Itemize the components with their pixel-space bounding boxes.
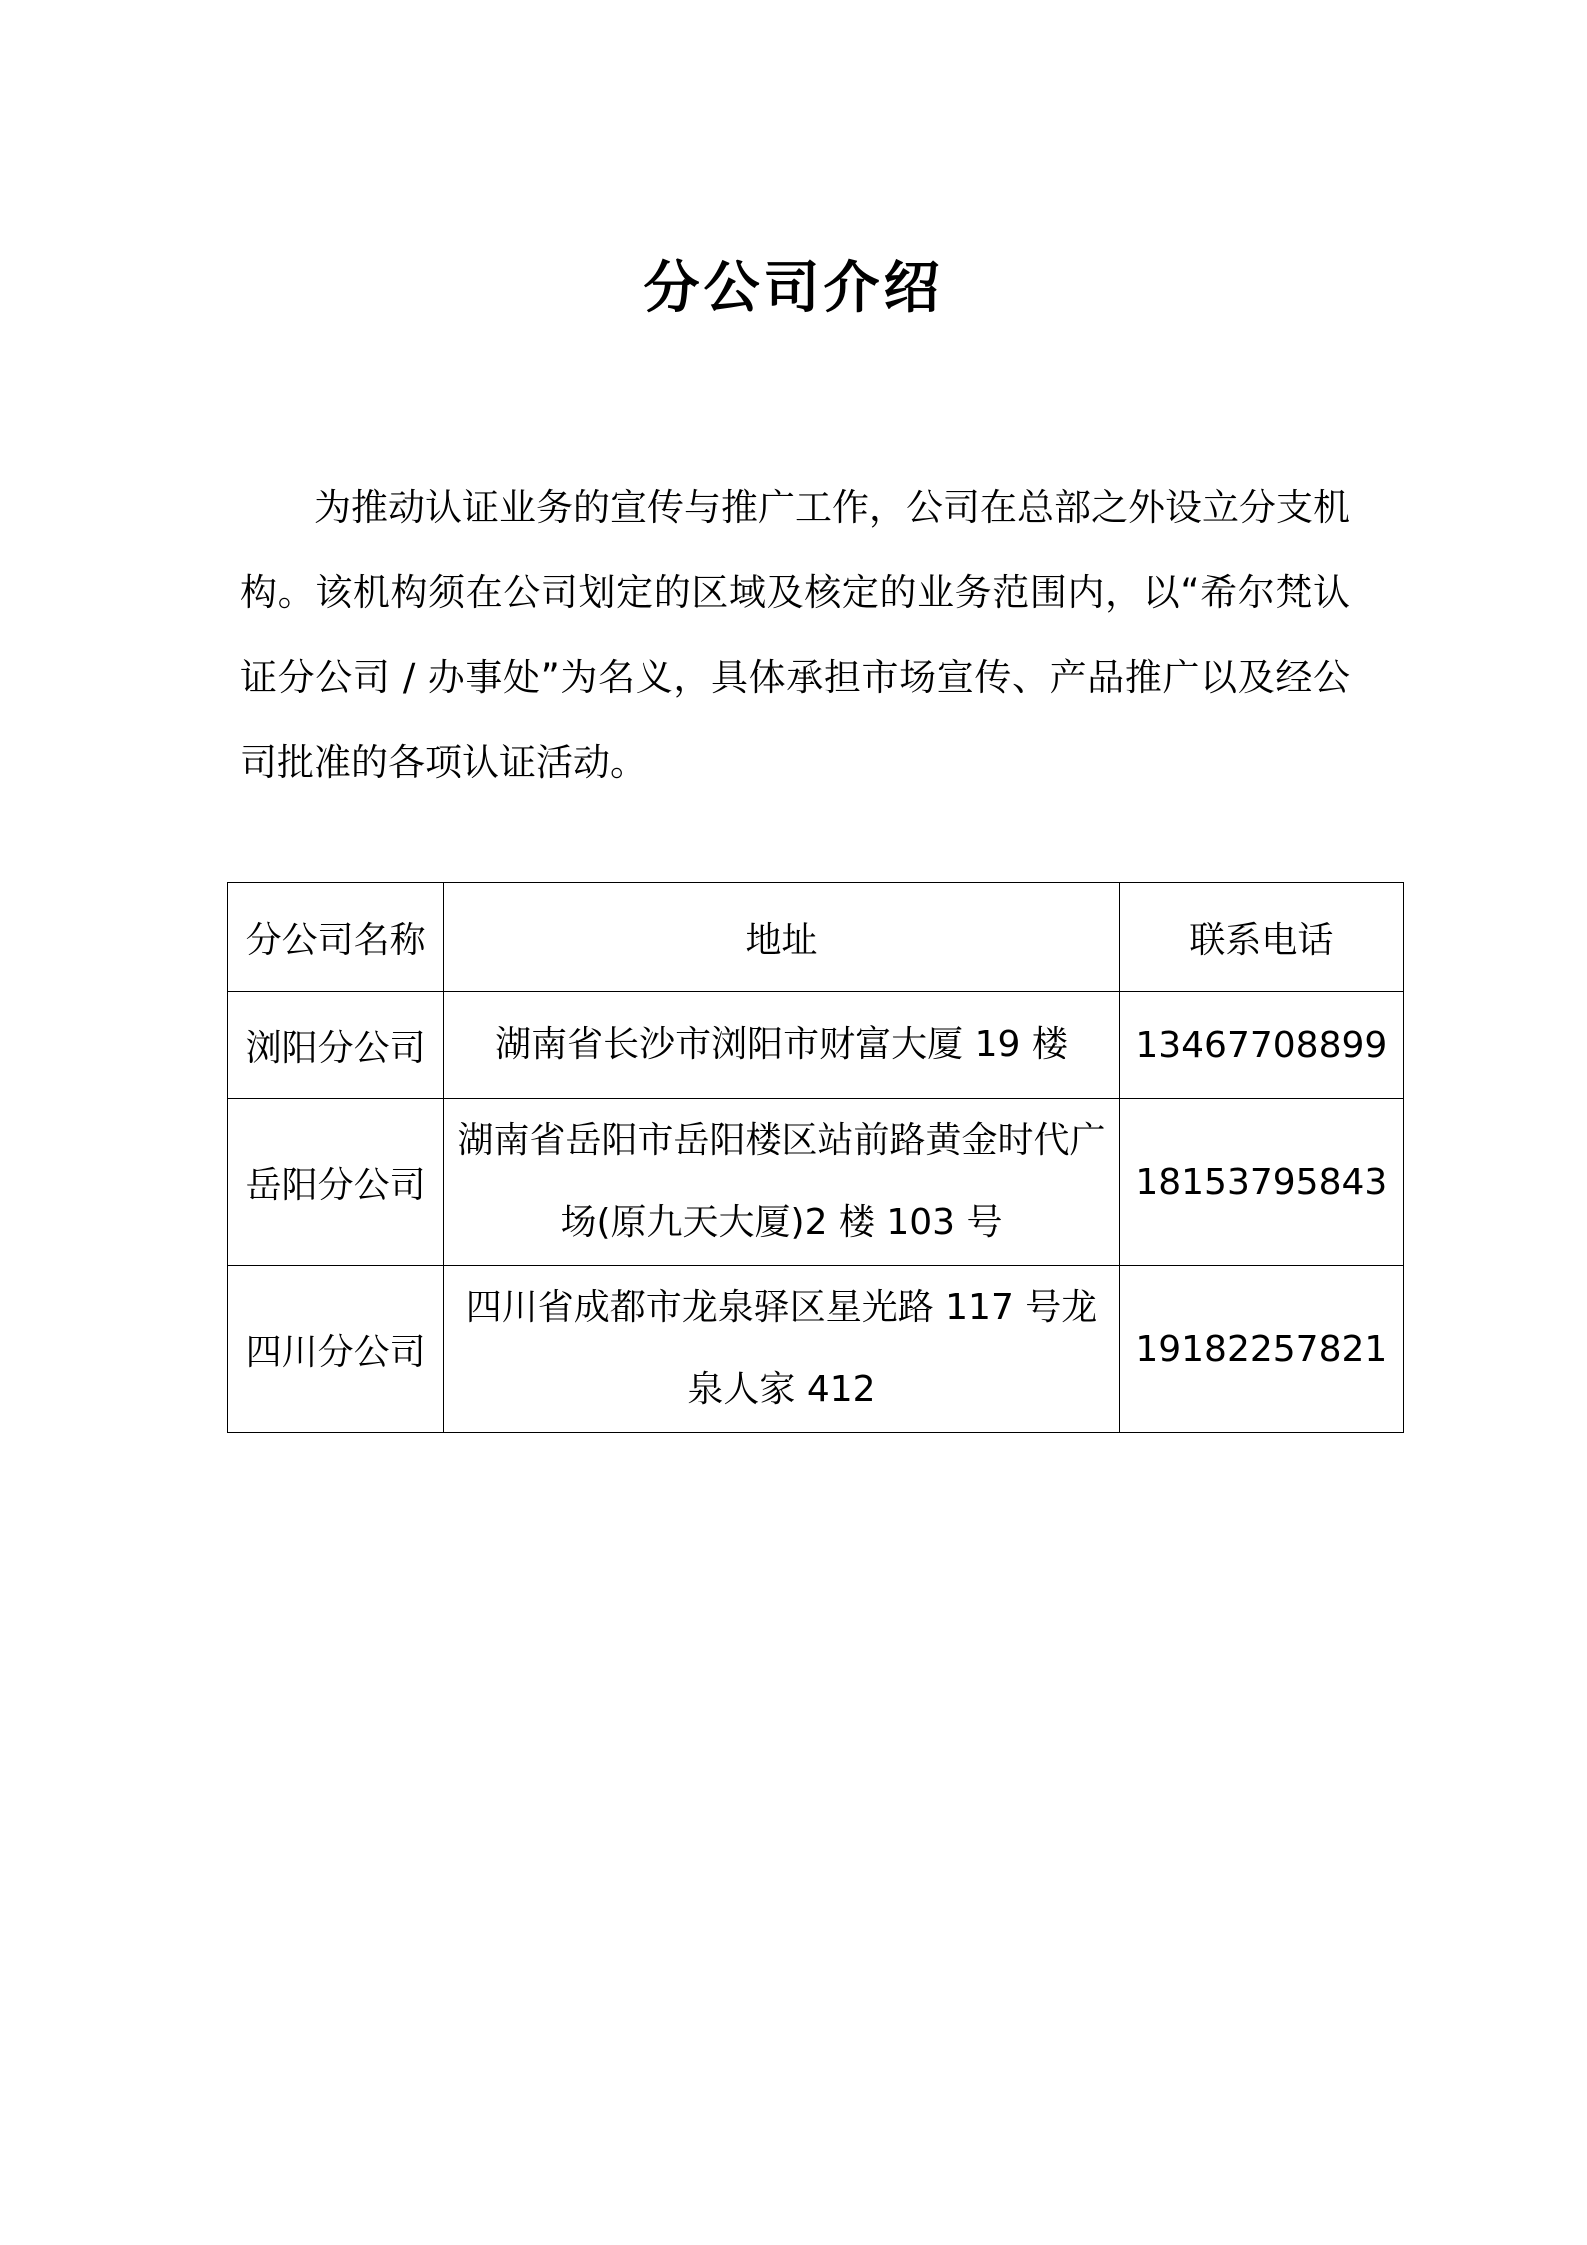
table-header-row xyxy=(228,883,1404,992)
branch-address: 湖南省岳阳市岳阳楼区站前路黄金时代广场(原九天大厦)2 楼 103 号 xyxy=(444,1099,1119,1266)
header-phone: 联系电话 xyxy=(1119,883,1403,992)
table-row xyxy=(228,1266,1404,1433)
page-title: 分公司介绍 xyxy=(643,255,944,321)
header-name: 分公司名称 xyxy=(228,883,444,992)
intro-paragraph: 为推动认证业务的宣传与推广工作，公司在总部之外设立分支机构。该机构须在公司划定的区域及核定的业务范围内，以“希尔梵认证分公司 / 办事处”为名义，具体承担市场宣传、产品推广以及经公司批准的各项认证活动。 xyxy=(240,486,1350,784)
branch-address: 四川省成都市龙泉驿区星光路 117 号龙泉人家 412 xyxy=(444,1266,1119,1433)
branch-phone: 19182257821 xyxy=(1119,1266,1403,1433)
header-address: 地址 xyxy=(444,883,1119,992)
branch-phone: 13467708899 xyxy=(1119,992,1403,1099)
table-row xyxy=(228,992,1404,1099)
branch-name: 岳阳分公司 xyxy=(228,1099,444,1266)
branch-phone: 18153795843 xyxy=(1119,1099,1403,1266)
branch-name: 浏阳分公司 xyxy=(228,992,444,1099)
branch-name: 四川分公司 xyxy=(228,1266,444,1433)
table-row xyxy=(228,1099,1404,1266)
branch-table xyxy=(227,882,1404,1433)
branch-address: 湖南省长沙市浏阳市财富大厦 19 楼 xyxy=(444,992,1119,1099)
